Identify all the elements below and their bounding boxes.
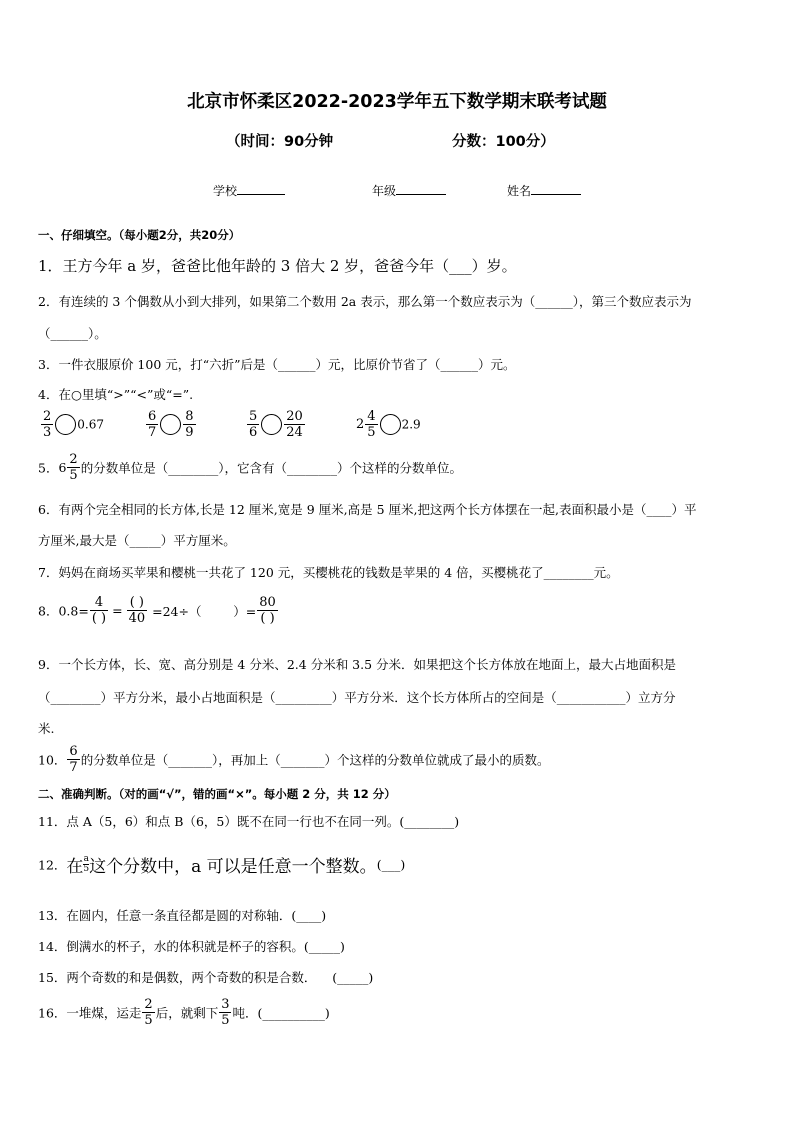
fraction: $\frac{( )}{40}$	[128, 595, 146, 626]
question-5: 5．6 $\frac{2}{5}$ 的分数单位是（________），它含有（________）个这样的分数单位。	[38, 452, 462, 483]
question-3: 3．一件衣服原价 100 元，打“六折”后是（______）元，比原价节省了（______）元。	[38, 357, 516, 372]
section-2-heading: 二、准确判断。（对的画“√”，错的画“×”。每小题 2 分，共 12 分）	[38, 787, 396, 801]
question-2-line2: （______）。	[38, 326, 107, 341]
question-13: 13．在圆内，任意一条直径都是圆的对称轴．(____)	[38, 908, 327, 923]
question-6-line1: 6．有两个完全相同的长方体,长是 12 厘米,宽是 9 厘米,高是 5 厘米,把这两个长方体摆在一起,表面积最小是（____）平	[38, 502, 697, 517]
grade-label: 年级	[372, 184, 397, 198]
question-1: 1．王方今年 a 岁，爸爸比他年龄的 3 倍大 2 岁，爸爸今年（___）岁。	[38, 257, 517, 275]
page-title: 北京市怀柔区2022-2023学年五下数学期末联考试题	[187, 92, 607, 112]
question-16: 16．一堆煤，运走 $\frac{2}{5}$ 后，就剩下 $\frac{3}{5}$ 吨．(__________)	[38, 997, 330, 1028]
school-field	[213, 182, 285, 199]
fraction: $\frac{4}{5}$	[367, 409, 376, 440]
question-2-line1: 2．有连续的 3 个偶数从小到大排列，如果第二个数用 2a 表示，那么第一个数应表示为（______），第三个数应表示为	[38, 294, 692, 309]
fraction: $\frac{2}{5}$	[69, 452, 78, 483]
q4-item-4: 2 $\frac{4}{5}$ 2.9	[356, 409, 421, 440]
fraction: $\frac{6}{7}$	[69, 744, 78, 775]
fraction: $\frac{20}{24}$	[286, 409, 303, 440]
question-7: 7．妈妈在商场买苹果和樱桃一共花了 120 元，买樱桃花的钱数是苹果的 4 倍，买樱桃花了________元。	[38, 565, 619, 580]
compare-circle[interactable]	[55, 414, 76, 435]
q4-item-2	[145, 410, 197, 439]
question-9-line3: 米.	[38, 721, 55, 736]
compare-circle[interactable]	[380, 414, 401, 435]
fraction: $\frac{4}{( )}$	[91, 595, 107, 626]
name-label: 姓名	[507, 184, 532, 198]
grade-field	[372, 182, 446, 199]
q4-item-1: $\frac{2}{3}$ 0.67	[43, 409, 104, 440]
fraction: $\frac{6}{7}$	[148, 409, 157, 440]
question-9-line1: 9．一个长方体，长、宽、高分别是 4 分米、2.4 分米和 3.5 分米．如果把这个长方体放在地面上，最大占地面积是	[38, 657, 677, 672]
question-8: 8．0.8= $\frac{4}{( )}$ = $\frac{( )}{40}$ =24÷（ ）= $\frac{80}{( )}$	[38, 595, 276, 626]
fraction: $\frac{2}{5}$	[144, 997, 153, 1028]
name-blank[interactable]	[531, 182, 581, 195]
school-blank[interactable]	[237, 182, 285, 195]
question-15: 15．两个奇数的和是偶数，两个奇数的积是合数． (_____)	[38, 970, 374, 985]
question-14: 14．倒满水的杯子，水的体积就是杯子的容积。(_____)	[38, 939, 345, 954]
compare-circle[interactable]	[261, 414, 282, 435]
q4-item-3	[246, 410, 306, 439]
fraction: $\frac{2}{3}$	[43, 409, 52, 440]
fraction: $\frac{80}{( )}$	[259, 595, 276, 626]
question-11: 11．点 A（5，6）和点 B（6，5）既不在同一行也不在同一列。(________)	[38, 814, 460, 829]
section-1-heading: 一、仔细填空。（每小题2分，共20分）	[38, 228, 241, 242]
question-6-line2: 方厘米,最大是（_____）平方厘米。	[38, 533, 236, 548]
compare-circle[interactable]	[160, 414, 181, 435]
grade-blank[interactable]	[396, 182, 446, 195]
question-12: 12．在 $\frac{a}{5}$ 这个分数中，a 可以是任意一个整数。(___)	[38, 854, 406, 877]
school-label: 学校	[213, 184, 238, 198]
fraction: $\frac{3}{5}$	[221, 997, 230, 1028]
name-field	[507, 182, 581, 199]
fraction: $\frac{a}{5}$	[83, 854, 90, 874]
exam-score: 分数：100分）	[452, 134, 555, 150]
exam-time: （时间：90分钟	[226, 134, 334, 150]
question-9-line2: （________）平方分米，最小占地面积是（_________）平方分米．这个长方体所占的空间是（___________）立方分	[38, 690, 676, 705]
question-4: 4．在○里填“>”“<”或“=”.	[38, 387, 194, 402]
fraction: $\frac{5}{6}$	[249, 409, 258, 440]
fraction: $\frac{8}{9}$	[185, 409, 194, 440]
question-10: 10． $\frac{6}{7}$ 的分数单位是（_______），再加上（_______）个这样的分数单位就成了最小的质数。	[38, 744, 550, 775]
